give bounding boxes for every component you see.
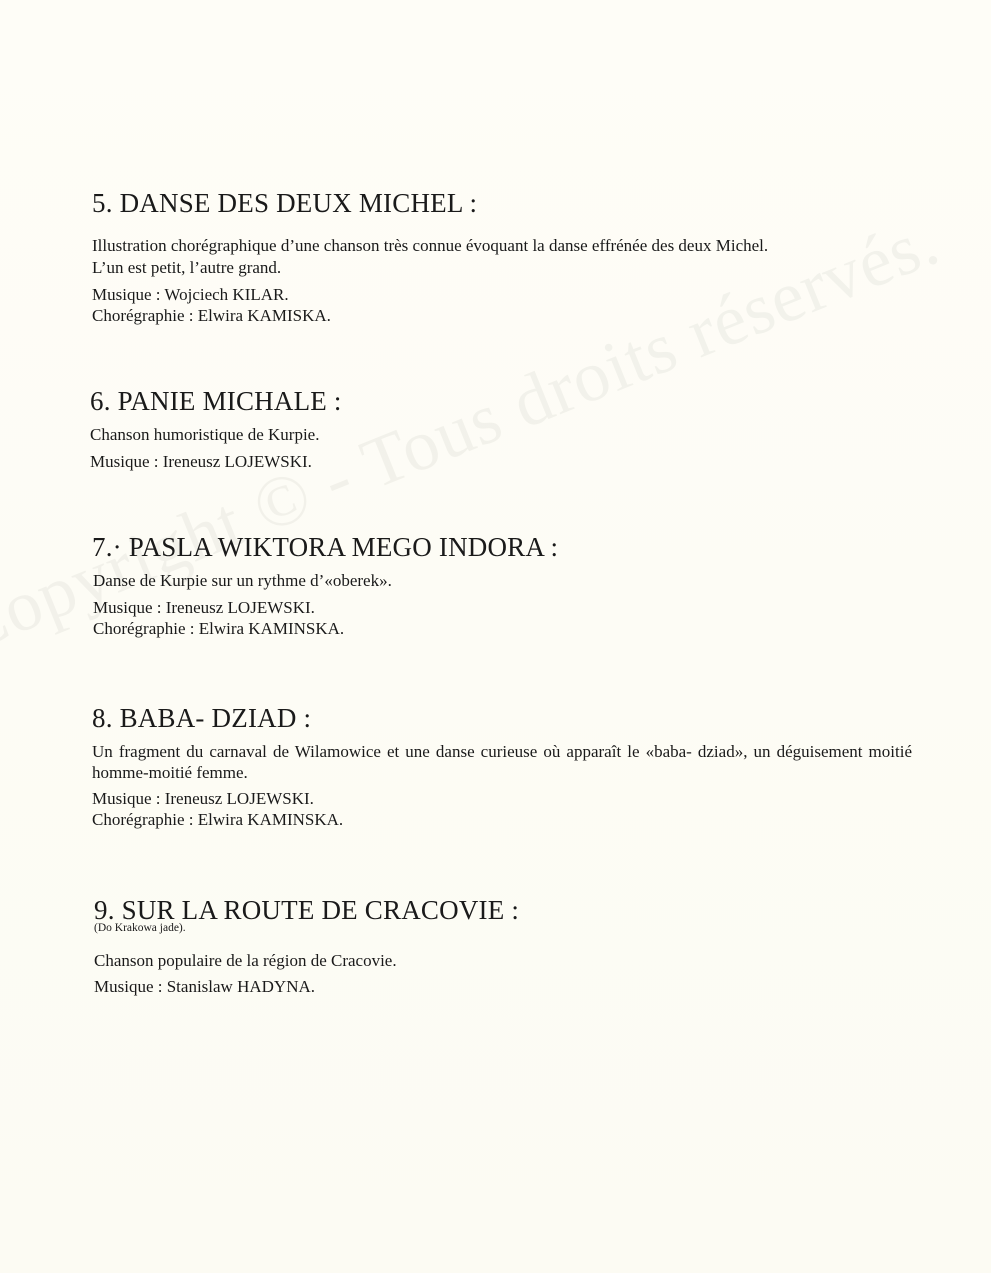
section-5-description-line2: L’un est petit, l’autre grand. bbox=[92, 258, 282, 277]
section-9-heading: 9. SUR LA ROUTE DE CRACOVIE : bbox=[94, 895, 520, 925]
section-8-description: Un fragment du carnaval de Wilamowice et une danse curieuse où apparaît le «baba- dziad», un déguisement moitié homme-moitié femme. bbox=[92, 742, 912, 782]
section-8-choregraphie: Chorégraphie : Elwira KAMINSKA. bbox=[92, 810, 344, 829]
section-5-heading: 5. DANSE DES DEUX MICHEL : bbox=[92, 188, 478, 218]
section-8-heading: 8. BABA- DZIAD : bbox=[92, 703, 312, 733]
section-7-heading: 7.· PASLA WIKTORA MEGO INDORA : bbox=[92, 532, 559, 562]
section-9-description: Chanson populaire de la région de Cracovie. bbox=[94, 951, 397, 970]
section-7-description: Danse de Kurpie sur un rythme d’«oberek». bbox=[93, 571, 392, 590]
section-9-subtitle: (Do Krakowa jade). bbox=[94, 922, 186, 934]
section-6-heading: 6. PANIE MICHALE : bbox=[90, 386, 342, 416]
section-5-description-line1: Illustration chorégraphique d’une chanson très connue évoquant la danse effrénée des deux Michel. bbox=[92, 236, 769, 255]
section-6-musique: Musique : Ireneusz LOJEWSKI. bbox=[90, 452, 312, 471]
section-8-musique: Musique : Ireneusz LOJEWSKI. bbox=[92, 789, 314, 808]
section-6-description: Chanson humoristique de Kurpie. bbox=[90, 425, 320, 444]
section-5-choregraphie: Chorégraphie : Elwira KAMISKA. bbox=[92, 306, 331, 325]
section-5-musique: Musique : Wojciech KILAR. bbox=[92, 285, 289, 304]
section-7-musique: Musique : Ireneusz LOJEWSKI. bbox=[93, 598, 315, 617]
section-7-choregraphie: Chorégraphie : Elwira KAMINSKA. bbox=[93, 619, 345, 638]
section-9-musique: Musique : Stanislaw HADYNA. bbox=[94, 977, 315, 996]
